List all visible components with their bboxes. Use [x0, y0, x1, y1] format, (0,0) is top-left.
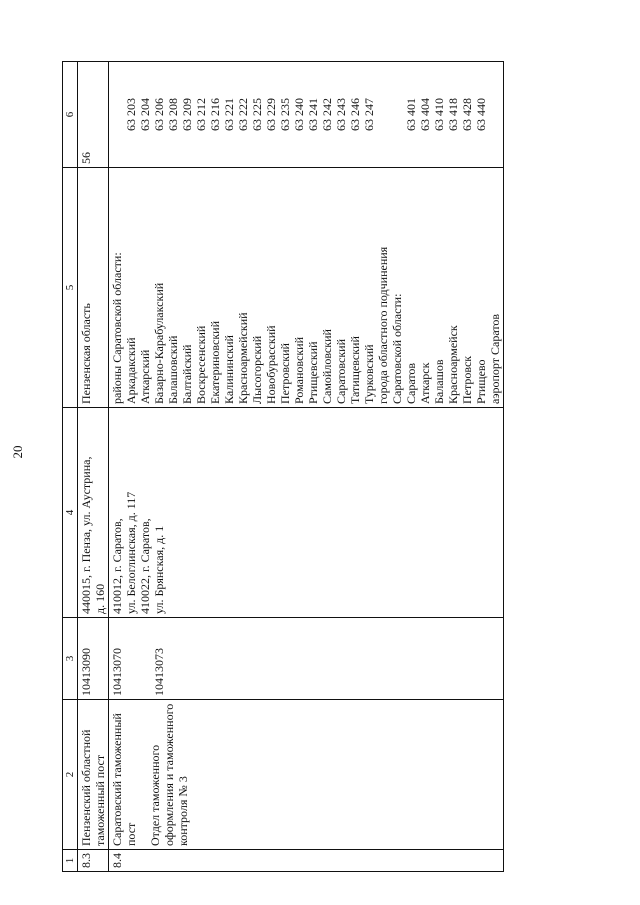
district-item: Екатериновский	[208, 320, 222, 404]
district-code: 63 241	[306, 98, 320, 131]
city-code: 63 418	[446, 98, 460, 131]
district-item: Красноармейский	[236, 312, 250, 404]
customs-table	[62, 61, 504, 872]
territory-codes	[109, 62, 504, 168]
column-header: 1	[63, 850, 78, 872]
district-item: Татищевский	[348, 336, 362, 404]
rotated-table-sheet	[62, 62, 602, 872]
region-name: Пензенская область	[78, 168, 109, 408]
district-code: 63 203	[124, 98, 138, 131]
post-names: Саратовский таможенный пост Отдел таможенного оформления и таможенного контроля № 3	[109, 700, 504, 850]
post-addresses: 410012, г. Саратов, ул. Белоглинская, д. 117 410022, г. Саратов, ул. Брянская, д. 1	[109, 408, 504, 618]
district-item: Самойловский	[320, 329, 334, 404]
district-item: Петровский	[278, 343, 292, 404]
district-code: 63 242	[320, 98, 334, 131]
column-header: 2	[63, 700, 78, 850]
district-item: Лысогорский	[250, 335, 264, 404]
district-code: 63 216	[208, 98, 222, 131]
post-code: 10413090	[78, 618, 109, 700]
city-code: 63 410	[432, 98, 446, 131]
city-item: аэропорт Саратов	[488, 313, 502, 404]
district-code: 63 229	[264, 98, 278, 131]
district-code: 63 247	[362, 98, 376, 131]
post-codes: 10413070 10413073	[109, 618, 504, 700]
city-list	[404, 171, 502, 404]
page-number: 20	[10, 445, 25, 459]
district-code: 63 240	[292, 98, 306, 131]
city-item: Аткарск	[418, 362, 432, 404]
table-row-8-3	[78, 62, 109, 872]
district-item: Аркадакский	[124, 337, 138, 404]
district-code: 63 212	[194, 98, 208, 131]
district-code: 63 243	[334, 98, 348, 131]
district-code: 63 246	[348, 98, 362, 131]
city-item: Красноармейск	[446, 325, 460, 404]
district-code: 63 225	[250, 98, 264, 131]
city-item: Ртищево	[474, 359, 488, 404]
table-row-8-4	[109, 62, 504, 872]
district-list	[124, 171, 376, 404]
column-header: 6	[63, 62, 78, 168]
city-code: 63 401	[404, 98, 418, 131]
district-item: Балтайский	[180, 344, 194, 404]
district-item: Саратовский	[334, 338, 348, 404]
district-item: Балашовский	[166, 335, 180, 404]
district-code: 63 204	[138, 98, 152, 131]
city-item: Саратов	[404, 362, 418, 404]
header-row	[63, 62, 78, 872]
district-code: 63 209	[180, 98, 194, 131]
territory-list: районы Саратовской области: Аркадакский Аткарский Базарно-Карабулакский Балашовский Балтайский Воскресенский Екатериновский Калининский Красноармейский Лысогорский Новобурасский Петровский Романовский Ртищевский Самойловский Саратовский Татищевский Турковский города областного подчинения Саратовской области: Саратов Аткарск Балашов Красноармейск Петровск Ртищево аэропорт Саратов	[109, 168, 504, 408]
district-item: Аткарский	[138, 349, 152, 404]
district-item: Турковский	[362, 344, 376, 404]
district-item: Романовский	[292, 336, 306, 404]
city-item: Петровск	[460, 355, 474, 404]
district-code: 63 208	[166, 98, 180, 131]
district-item: Воскресенский	[194, 325, 208, 404]
column-header: 5	[63, 168, 78, 408]
city-item: Балашов	[432, 359, 446, 404]
district-code: 63 235	[278, 98, 292, 131]
column-header: 4	[63, 408, 78, 618]
city-code: 63 440	[474, 98, 488, 131]
row-number: 8.3	[78, 850, 109, 872]
post-name: Пензенский областной таможенный пост	[78, 700, 109, 850]
post-address: 440015, г. Пенза, ул. Аустрина, д. 160	[78, 408, 109, 618]
city-code: 63 428	[460, 98, 474, 131]
city-code-list	[404, 65, 488, 164]
region-code: 56	[78, 62, 109, 168]
district-code: 63 221	[222, 98, 236, 131]
district-code: 63 206	[152, 98, 166, 131]
district-item: Ртищевский	[306, 341, 320, 404]
city-code: 63 404	[418, 98, 432, 131]
districts-header: районы Саратовской области:	[110, 252, 124, 404]
district-item: Базарно-Карабулакский	[152, 282, 166, 404]
cities-header: города областного подчинения	[376, 246, 390, 404]
column-header: 3	[63, 618, 78, 700]
district-code-list	[124, 65, 376, 164]
district-item: Новобурасский	[264, 325, 278, 404]
district-code: 63 222	[236, 98, 250, 131]
row-number: 8.4	[109, 850, 504, 872]
district-item: Калининский	[222, 335, 236, 404]
